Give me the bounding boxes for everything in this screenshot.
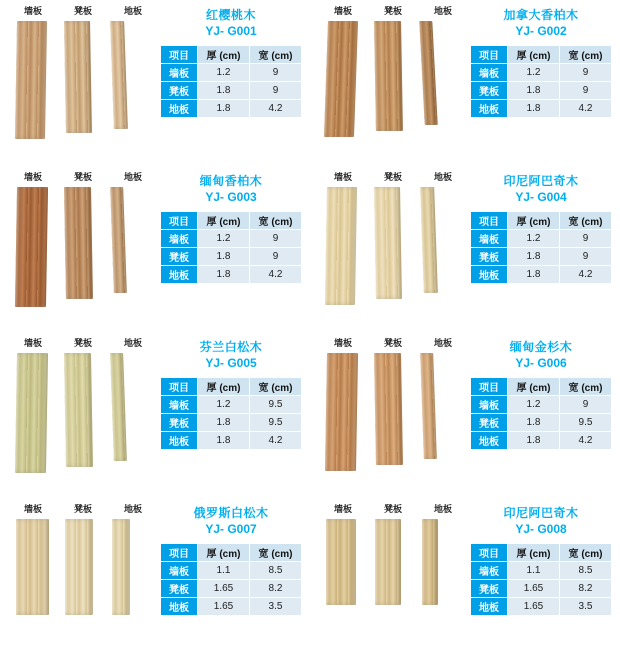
thickness-value: 1.8 [198,432,250,450]
column-header: 厚 (cm) [198,378,250,396]
wood-sample [375,519,401,605]
table-row [471,414,612,432]
specimen-label: 凳板 [383,338,402,348]
product-info [470,174,612,284]
specimen-label: 凳板 [383,6,402,16]
spec-table [470,543,612,616]
table-header-row [161,378,302,396]
table-row [161,562,302,580]
product-info [470,506,612,616]
spec-table [470,377,612,450]
wood-sample [64,353,93,467]
wood-sample [64,187,93,299]
row-label: 墙板 [161,396,198,414]
table-header-row [471,46,612,64]
row-label: 地板 [161,432,198,450]
width-value: 8.2 [560,580,612,598]
column-header: 项目 [161,378,198,396]
wood-sample [374,187,402,299]
table-row [471,598,612,616]
product-card [0,498,310,666]
wood-sample [15,21,47,139]
column-header: 宽 (cm) [560,212,612,230]
specimen-label: 墙板 [333,338,352,348]
width-value: 3.5 [250,598,302,616]
specimen-label: 墙板 [333,6,352,16]
wood-sample [110,21,128,129]
product-name: 芬兰白松木 [199,340,263,354]
thickness-value: 1.2 [198,64,250,82]
product-code: YJ- G002 [515,24,567,38]
specimen-label: 凳板 [383,504,402,514]
product-code: YJ- G008 [515,522,567,536]
thickness-value: 1.8 [508,266,560,284]
specimen-boards [8,17,158,149]
specimen-boards [8,515,158,647]
table-row [161,64,302,82]
width-value: 9 [560,396,612,414]
specimen-photo-group [8,172,158,322]
specimen-label: 凳板 [73,6,92,16]
wood-sample [422,519,438,605]
specimen-label: 凳板 [73,172,92,182]
thickness-value: 1.65 [508,598,560,616]
row-label: 墙板 [471,64,508,82]
specimen-boards [318,515,468,647]
thickness-value: 1.8 [198,266,250,284]
table-row [161,230,302,248]
width-value: 4.2 [250,432,302,450]
specimen-label: 凳板 [383,172,402,182]
column-header: 厚 (cm) [198,212,250,230]
column-header: 宽 (cm) [560,378,612,396]
specimen-labels [8,172,158,183]
row-label: 地板 [471,266,508,284]
wood-sample [64,21,92,133]
product-info [470,8,612,118]
thickness-value: 1.65 [198,598,250,616]
column-header: 项目 [471,46,508,64]
specimen-photo-group [318,504,468,654]
column-header: 项目 [471,544,508,562]
specimen-labels [8,504,158,515]
specimen-labels [8,338,158,349]
width-value: 9 [250,64,302,82]
specimen-label: 地板 [123,504,142,514]
product-info [160,8,302,118]
product-code: YJ- G004 [515,190,567,204]
width-value: 4.2 [250,100,302,118]
width-value: 4.2 [560,100,612,118]
width-value: 9.5 [250,414,302,432]
row-label: 墙板 [161,230,198,248]
column-header: 项目 [471,378,508,396]
width-value: 9.5 [560,414,612,432]
thickness-value: 1.8 [508,414,560,432]
column-header: 厚 (cm) [198,544,250,562]
specimen-label: 墙板 [333,504,352,514]
wood-sample [420,353,437,459]
specimen-boards [318,183,468,315]
specimen-photo-group [318,6,468,156]
column-header: 厚 (cm) [508,544,560,562]
thickness-value: 1.65 [508,580,560,598]
thickness-value: 1.8 [198,248,250,266]
row-label: 墙板 [471,396,508,414]
column-header: 宽 (cm) [250,544,302,562]
wood-sample [374,353,403,465]
row-label: 凳板 [161,414,198,432]
specimen-label: 地板 [433,504,452,514]
table-row [471,396,612,414]
table-row [161,580,302,598]
specimen-label: 地板 [123,172,142,182]
row-label: 地板 [471,100,508,118]
row-label: 凳板 [471,82,508,100]
table-row [161,432,302,450]
table-row [161,266,302,284]
product-name: 印尼阿巴奇木 [503,174,579,188]
column-header: 宽 (cm) [560,46,612,64]
column-header: 宽 (cm) [250,46,302,64]
product-name: 俄罗斯白松木 [193,506,269,520]
product-info [160,340,302,450]
wood-sample [16,519,49,615]
product-name: 红樱桃木 [205,8,256,22]
table-header-row [161,212,302,230]
row-label: 凳板 [471,248,508,266]
table-row [471,248,612,266]
product-code: YJ- G003 [205,190,257,204]
product-card [0,166,310,332]
table-header-row [471,212,612,230]
row-label: 地板 [161,100,198,118]
specimen-label: 地板 [123,338,142,348]
specimen-boards [318,17,468,149]
width-value: 8.5 [560,562,612,580]
specimen-label: 地板 [123,6,142,16]
column-header: 宽 (cm) [250,212,302,230]
row-label: 凳板 [471,414,508,432]
specimen-labels [318,504,468,515]
thickness-value: 1.8 [508,432,560,450]
product-card [310,0,620,166]
wood-sample [110,353,127,461]
wood-sample [15,353,48,473]
width-value: 9.5 [250,396,302,414]
table-row [471,580,612,598]
product-name: 印尼阿巴奇木 [503,506,579,520]
specimen-labels [318,172,468,183]
specimen-label: 凳板 [73,504,92,514]
wood-sample [374,21,403,131]
row-label: 地板 [471,432,508,450]
table-row [161,100,302,118]
width-value: 8.2 [250,580,302,598]
width-value: 9 [250,230,302,248]
specimen-label: 墙板 [23,172,42,182]
column-header: 项目 [471,212,508,230]
thickness-value: 1.65 [198,580,250,598]
width-value: 9 [250,248,302,266]
specimen-label: 凳板 [73,338,92,348]
spec-table [470,211,612,284]
product-code: YJ- G007 [205,522,257,536]
thickness-value: 1.2 [508,396,560,414]
thickness-value: 1.2 [508,230,560,248]
thickness-value: 1.2 [198,396,250,414]
wood-sample [420,187,438,293]
specimen-label: 墙板 [333,172,352,182]
specimen-label: 墙板 [23,338,42,348]
width-value: 9 [560,64,612,82]
table-row [161,598,302,616]
row-label: 墙板 [161,562,198,580]
specimen-photo-group [8,6,158,156]
thickness-value: 1.8 [508,82,560,100]
product-info [470,340,612,450]
spec-table [160,211,302,284]
thickness-value: 1.1 [508,562,560,580]
column-header: 项目 [161,544,198,562]
width-value: 9 [560,230,612,248]
specimen-boards [8,349,158,481]
width-value: 3.5 [560,598,612,616]
specimen-label: 地板 [433,6,452,16]
table-row [161,414,302,432]
wood-sample [112,519,130,615]
specimen-photo-group [8,338,158,488]
table-header-row [161,544,302,562]
row-label: 墙板 [471,230,508,248]
table-row [471,82,612,100]
row-label: 凳板 [161,82,198,100]
wood-sample [65,519,93,615]
table-row [471,230,612,248]
width-value: 4.2 [560,266,612,284]
row-label: 凳板 [161,248,198,266]
row-label: 凳板 [161,580,198,598]
wood-sample [325,187,357,305]
thickness-value: 1.8 [198,100,250,118]
width-value: 8.5 [250,562,302,580]
table-row [471,562,612,580]
wood-sample [324,21,358,137]
row-label: 地板 [161,266,198,284]
thickness-value: 1.2 [508,64,560,82]
column-header: 厚 (cm) [508,46,560,64]
product-name: 缅甸金杉木 [509,340,573,354]
product-card [310,498,620,666]
table-header-row [471,544,612,562]
specimen-labels [8,6,158,17]
table-row [161,248,302,266]
product-code: YJ- G001 [205,24,257,38]
specimen-photo-group [318,338,468,488]
thickness-value: 1.8 [508,100,560,118]
width-value: 4.2 [250,266,302,284]
specimen-photo-group [318,172,468,322]
specimen-label: 墙板 [23,6,42,16]
row-label: 凳板 [471,580,508,598]
column-header: 厚 (cm) [508,378,560,396]
width-value: 9 [560,82,612,100]
column-header: 项目 [161,212,198,230]
thickness-value: 1.8 [198,82,250,100]
thickness-value: 1.8 [198,414,250,432]
wood-sample [326,519,356,605]
spec-table [470,45,612,118]
width-value: 4.2 [560,432,612,450]
specimen-labels [318,338,468,349]
specimen-label: 墙板 [23,504,42,514]
width-value: 9 [560,248,612,266]
table-header-row [471,378,612,396]
table-row [471,100,612,118]
wood-sample [15,187,48,307]
column-header: 厚 (cm) [198,46,250,64]
specimen-boards [8,183,158,315]
specimen-label: 地板 [433,172,452,182]
thickness-value: 1.2 [198,230,250,248]
row-label: 墙板 [471,562,508,580]
column-header: 宽 (cm) [560,544,612,562]
column-header: 项目 [161,46,198,64]
product-info [160,174,302,284]
product-name: 缅甸香柏木 [199,174,263,188]
table-row [471,266,612,284]
table-row [161,82,302,100]
thickness-value: 1.8 [508,248,560,266]
row-label: 地板 [471,598,508,616]
product-card [310,166,620,332]
product-name: 加拿大香柏木 [503,8,579,22]
product-card [0,332,310,498]
specimen-boards [318,349,468,481]
table-row [471,64,612,82]
specimen-labels [318,6,468,17]
row-label: 墙板 [161,64,198,82]
table-row [471,432,612,450]
table-row [161,396,302,414]
product-card [0,0,310,166]
product-card [310,332,620,498]
specimen-photo-group [8,504,158,654]
column-header: 厚 (cm) [508,212,560,230]
spec-table [160,543,302,616]
table-header-row [161,46,302,64]
spec-table [160,45,302,118]
column-header: 宽 (cm) [250,378,302,396]
thickness-value: 1.1 [198,562,250,580]
wood-sample [325,353,358,471]
product-code: YJ- G006 [515,356,567,370]
row-label: 地板 [161,598,198,616]
width-value: 9 [250,82,302,100]
wood-sample [110,187,127,293]
product-code: YJ- G005 [205,356,257,370]
product-info [160,506,302,616]
spec-table [160,377,302,450]
wood-sample [419,21,437,125]
specimen-label: 地板 [433,338,452,348]
